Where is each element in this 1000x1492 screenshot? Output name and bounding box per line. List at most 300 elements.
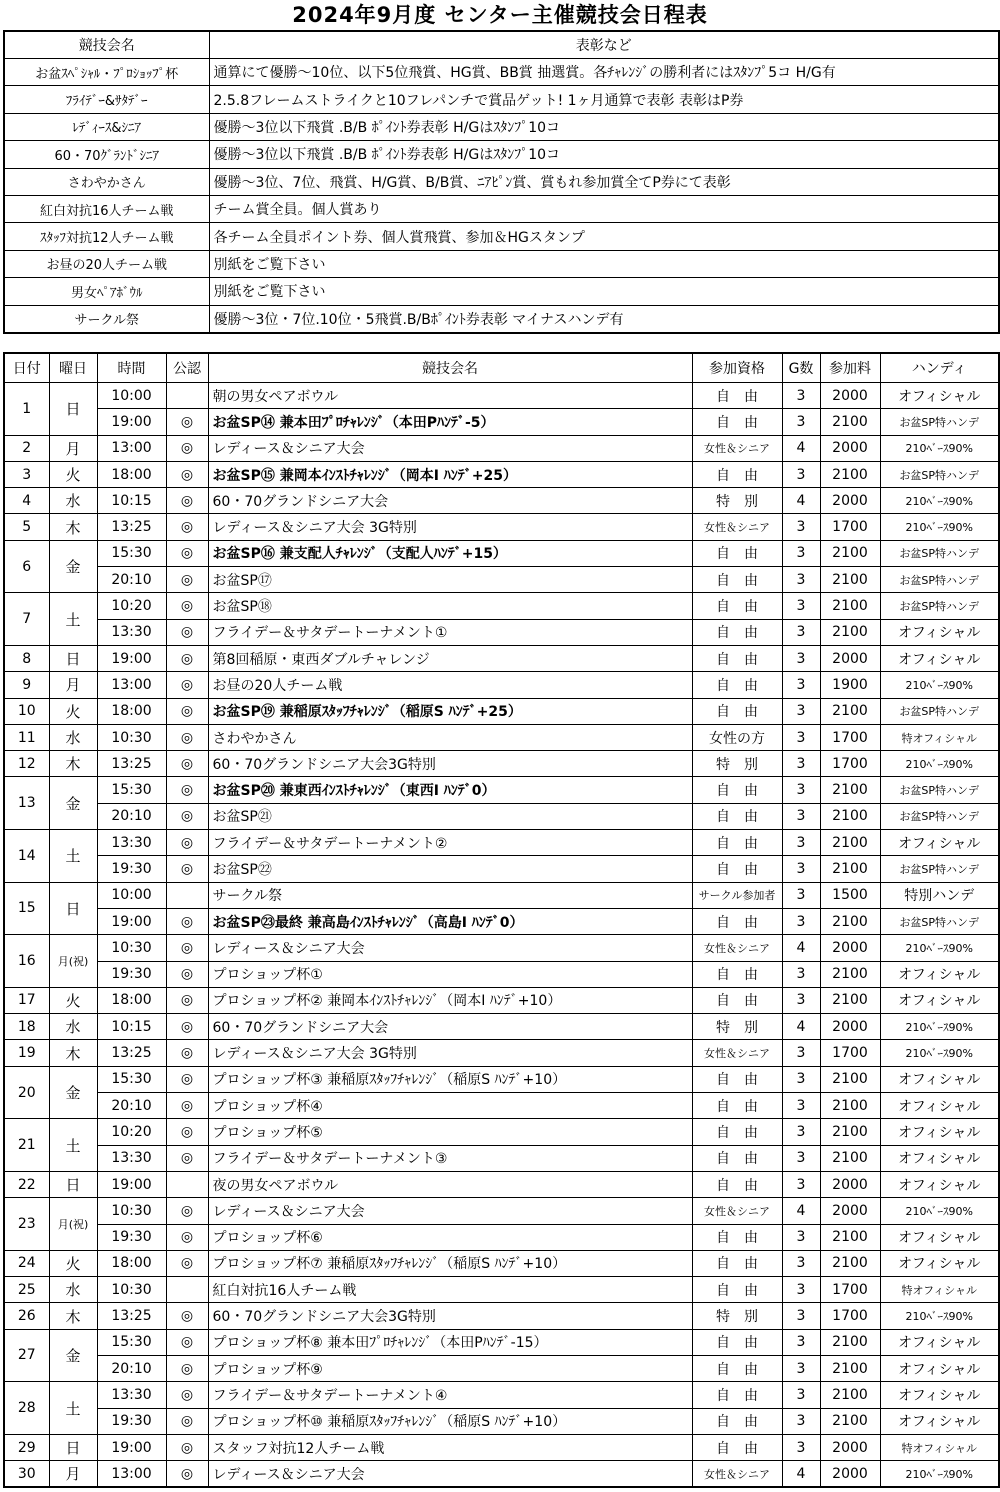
entry-fee: 2100 xyxy=(820,540,880,566)
official-mark: ◎ xyxy=(166,1355,208,1381)
entry-fee: 2100 xyxy=(820,1224,880,1250)
day-number: 22 xyxy=(4,1171,49,1197)
entry-fee: 2000 xyxy=(820,1434,880,1460)
qualification: 自 由 xyxy=(692,1408,782,1434)
official-mark: ◎ xyxy=(166,514,208,540)
day-number: 19 xyxy=(4,1040,49,1066)
day-number: 11 xyxy=(4,724,49,750)
handicap: オフィシャル xyxy=(880,830,999,856)
entry-fee: 2100 xyxy=(820,461,880,487)
qualification: 女性＆シニア xyxy=(692,435,782,461)
schedule-row xyxy=(4,645,999,671)
schedule-row xyxy=(4,1382,999,1408)
qualification: 自 由 xyxy=(692,672,782,698)
schedule-row xyxy=(4,672,999,698)
game-count: 3 xyxy=(782,1355,820,1381)
entry-fee: 2000 xyxy=(820,645,880,671)
schedule-row xyxy=(4,1461,999,1488)
qualification: 自 由 xyxy=(692,830,782,856)
schedule-row xyxy=(4,724,999,750)
schedule-row xyxy=(4,1408,999,1434)
schedule-row xyxy=(4,908,999,934)
event-name: お盆SP㉑ xyxy=(208,803,692,829)
award-description: 優勝～3位以下飛賞 .B/B ﾎﾟｲﾝﾄ券表彰 H/Gはｽﾀﾝﾌﾟ10コ xyxy=(209,113,999,140)
game-count: 4 xyxy=(782,935,820,961)
event-time: 10:00 xyxy=(97,383,166,409)
event-name: お盆SP㉒ xyxy=(208,856,692,882)
handicap: 特オフィシャル xyxy=(880,1277,999,1303)
official-mark: ◎ xyxy=(166,488,208,514)
official-mark: ◎ xyxy=(166,1198,208,1224)
award-description: 優勝～3位・7位.10位・5飛賞.B/Bﾎﾟｲﾝﾄ券表彰 マイナスハンデ有 xyxy=(209,305,999,333)
day-of-week: 木 xyxy=(49,751,97,777)
qualification: 自 由 xyxy=(692,698,782,724)
qualification: 自 由 xyxy=(692,1355,782,1381)
official-mark: ◎ xyxy=(166,1250,208,1276)
game-count: 3 xyxy=(782,1145,820,1171)
day-of-week: 月 xyxy=(49,1461,97,1488)
schedule-row xyxy=(4,1040,999,1066)
qualification: 自 由 xyxy=(692,777,782,803)
award-event-name: 男女ﾍﾟｱﾎﾞｳﾙ xyxy=(4,278,209,305)
handicap: お盆SP特ハンデ xyxy=(880,803,999,829)
official-mark: ◎ xyxy=(166,409,208,435)
game-count: 4 xyxy=(782,1014,820,1040)
qualification: 自 由 xyxy=(692,1145,782,1171)
day-number: 5 xyxy=(4,514,49,540)
official-mark: ◎ xyxy=(166,645,208,671)
day-number: 14 xyxy=(4,830,49,883)
official-mark: ◎ xyxy=(166,619,208,645)
event-name: お盆SP⑮ 兼岡本ｲﾝｽﾄﾁｬﾚﾝｼﾞ（岡本I ﾊﾝﾃﾞ+25） xyxy=(208,461,692,487)
official-mark xyxy=(166,1277,208,1303)
entry-fee: 2100 xyxy=(820,619,880,645)
handicap: オフィシャル xyxy=(880,383,999,409)
game-count: 3 xyxy=(782,1250,820,1276)
page-title: 2024年9月度 センター主催競技会日程表 xyxy=(292,3,708,27)
handicap: 210ﾍﾞｰｽ90% xyxy=(880,672,999,698)
game-count: 4 xyxy=(782,488,820,514)
game-count: 4 xyxy=(782,1461,820,1488)
entry-fee: 1700 xyxy=(820,1040,880,1066)
day-number: 29 xyxy=(4,1434,49,1460)
award-event-name: ﾚﾃﾞｨｰｽ&ｼﾆｱ xyxy=(4,113,209,140)
official-mark: ◎ xyxy=(166,724,208,750)
entry-fee: 2100 xyxy=(820,1250,880,1276)
game-count: 3 xyxy=(782,882,820,908)
award-event-name: お昼の20人チーム戦 xyxy=(4,250,209,277)
event-name: プロショップ杯② 兼岡本ｲﾝｽﾄﾁｬﾚﾝｼﾞ（岡本I ﾊﾝﾃﾞ+10） xyxy=(208,987,692,1013)
handicap: お盆SP特ハンデ xyxy=(880,908,999,934)
schedule-row xyxy=(4,514,999,540)
event-time: 13:25 xyxy=(97,1303,166,1329)
day-of-week: 水 xyxy=(49,488,97,514)
event-time: 18:00 xyxy=(97,461,166,487)
event-time: 10:30 xyxy=(97,1277,166,1303)
event-time: 18:00 xyxy=(97,698,166,724)
entry-fee: 2000 xyxy=(820,1198,880,1224)
header-event: 競技会名 xyxy=(208,353,692,383)
awards-row xyxy=(4,250,999,277)
official-mark: ◎ xyxy=(166,567,208,593)
event-name: お盆SP⑳ 兼東西ｲﾝｽﾄﾁｬﾚﾝｼﾞ（東西I ﾊﾝﾃﾞ0） xyxy=(208,777,692,803)
official-mark: ◎ xyxy=(166,1408,208,1434)
day-number: 3 xyxy=(4,461,49,487)
awards-row xyxy=(4,305,999,333)
event-time: 18:00 xyxy=(97,987,166,1013)
qualification: 自 由 xyxy=(692,1119,782,1145)
award-description: チーム賞全員。個人賞あり xyxy=(209,195,999,222)
schedule-row xyxy=(4,961,999,987)
day-number: 17 xyxy=(4,987,49,1013)
schedule-row xyxy=(4,593,999,619)
handicap: 210ﾍﾞｰｽ90% xyxy=(880,1198,999,1224)
entry-fee: 2100 xyxy=(820,987,880,1013)
schedule-row xyxy=(4,1355,999,1381)
game-count: 3 xyxy=(782,803,820,829)
day-of-week: 日 xyxy=(49,645,97,671)
event-name: プロショップ杯⑨ xyxy=(208,1355,692,1381)
game-count: 3 xyxy=(782,987,820,1013)
handicap: 210ﾍﾞｰｽ90% xyxy=(880,1014,999,1040)
qualification: 特 別 xyxy=(692,1014,782,1040)
entry-fee: 2100 xyxy=(820,1093,880,1119)
handicap: 210ﾍﾞｰｽ90% xyxy=(880,1040,999,1066)
awards-row xyxy=(4,168,999,195)
handicap: お盆SP特ハンデ xyxy=(880,856,999,882)
official-mark: ◎ xyxy=(166,672,208,698)
official-mark: ◎ xyxy=(166,830,208,856)
game-count: 3 xyxy=(782,1329,820,1355)
game-count: 3 xyxy=(782,1093,820,1119)
event-name: プロショップ杯⑤ xyxy=(208,1119,692,1145)
entry-fee: 2100 xyxy=(820,409,880,435)
event-time: 10:15 xyxy=(97,488,166,514)
event-name: プロショップ杯⑩ 兼稲原ｽﾀｯﾌﾁｬﾚﾝｼﾞ（稲原S ﾊﾝﾃﾞ+10） xyxy=(208,1408,692,1434)
award-description: 各チーム全員ポイント券、個人賞飛賞、参加＆HGスタンプ xyxy=(209,223,999,250)
day-number: 9 xyxy=(4,672,49,698)
event-time: 19:00 xyxy=(97,645,166,671)
event-time: 19:00 xyxy=(97,1434,166,1460)
day-of-week: 木 xyxy=(49,1040,97,1066)
official-mark: ◎ xyxy=(166,1093,208,1119)
award-description: 優勝～3位以下飛賞 .B/B ﾎﾟｲﾝﾄ券表彰 H/Gはｽﾀﾝﾌﾟ10コ xyxy=(209,141,999,168)
entry-fee: 2100 xyxy=(820,908,880,934)
qualification: 自 由 xyxy=(692,1066,782,1092)
day-of-week: 月(祝) xyxy=(49,1198,97,1251)
official-mark: ◎ xyxy=(166,777,208,803)
qualification: 自 由 xyxy=(692,1093,782,1119)
award-description: 優勝～3位、7位、飛賞、H/G賞、B/B賞、ﾆｱﾋﾟﾝ賞、賞もれ参加賞全てP券にて表彰 xyxy=(209,168,999,195)
entry-fee: 1900 xyxy=(820,672,880,698)
entry-fee: 1700 xyxy=(820,1277,880,1303)
event-name: フライデー＆サタデートーナメント③ xyxy=(208,1145,692,1171)
handicap: 210ﾍﾞｰｽ90% xyxy=(880,751,999,777)
event-time: 13:25 xyxy=(97,1040,166,1066)
header-games: G数 xyxy=(782,353,820,383)
event-time: 13:00 xyxy=(97,435,166,461)
qualification: 女性＆シニア xyxy=(692,1040,782,1066)
event-name: レディース＆シニア大会 xyxy=(208,435,692,461)
official-mark: ◎ xyxy=(166,540,208,566)
official-mark: ◎ xyxy=(166,1119,208,1145)
award-description: 別紙をご覧下さい xyxy=(209,278,999,305)
day-number: 28 xyxy=(4,1382,49,1435)
handicap: オフィシャル xyxy=(880,961,999,987)
event-time: 13:25 xyxy=(97,751,166,777)
day-of-week: 水 xyxy=(49,724,97,750)
event-time: 10:00 xyxy=(97,882,166,908)
schedule-row xyxy=(4,383,999,409)
award-event-name: ﾌﾗｲﾃﾞｰ&ｻﾀﾃﾞｰ xyxy=(4,86,209,113)
event-name: お盆SP㉓最終 兼高島ｲﾝｽﾄﾁｬﾚﾝｼﾞ（高島I ﾊﾝﾃﾞ0） xyxy=(208,908,692,934)
schedule-row xyxy=(4,619,999,645)
event-name: 60・70グランドシニア大会3G特別 xyxy=(208,751,692,777)
game-count: 3 xyxy=(782,409,820,435)
schedule-row xyxy=(4,488,999,514)
event-time: 13:30 xyxy=(97,1382,166,1408)
event-name: フライデー＆サタデートーナメント① xyxy=(208,619,692,645)
day-of-week: 火 xyxy=(49,698,97,724)
event-name: お盆SP⑲ 兼稲原ｽﾀｯﾌﾁｬﾚﾝｼﾞ（稲原S ﾊﾝﾃﾞ+25） xyxy=(208,698,692,724)
award-description: 2.5.8フレームストライクと10フレパンチで賞品ゲット! 1ヶ月通算で表彰 表彰はP券 xyxy=(209,86,999,113)
game-count: 3 xyxy=(782,1066,820,1092)
handicap: 210ﾍﾞｰｽ90% xyxy=(880,935,999,961)
day-number: 30 xyxy=(4,1461,49,1488)
entry-fee: 2000 xyxy=(820,935,880,961)
schedule-row xyxy=(4,1224,999,1250)
entry-fee: 2100 xyxy=(820,1355,880,1381)
game-count: 3 xyxy=(782,1277,820,1303)
handicap: お盆SP特ハンデ xyxy=(880,593,999,619)
awards-row xyxy=(4,113,999,140)
day-number: 16 xyxy=(4,935,49,988)
event-time: 10:20 xyxy=(97,593,166,619)
schedule-row xyxy=(4,882,999,908)
event-name: 60・70グランドシニア大会3G特別 xyxy=(208,1303,692,1329)
event-name: スタッフ対抗12人チーム戦 xyxy=(208,1434,692,1460)
schedule-row xyxy=(4,540,999,566)
official-mark: ◎ xyxy=(166,1066,208,1092)
awards-row xyxy=(4,223,999,250)
day-of-week: 木 xyxy=(49,1303,97,1329)
event-name: レディース＆シニア大会 xyxy=(208,1198,692,1224)
header-handicap: ハンディ xyxy=(880,353,999,383)
game-count: 4 xyxy=(782,435,820,461)
day-number: 25 xyxy=(4,1277,49,1303)
entry-fee: 2100 xyxy=(820,1382,880,1408)
handicap: オフィシャル xyxy=(880,1119,999,1145)
game-count: 3 xyxy=(782,567,820,593)
day-number: 27 xyxy=(4,1329,49,1382)
event-time: 20:10 xyxy=(97,1355,166,1381)
game-count: 3 xyxy=(782,777,820,803)
day-of-week: 水 xyxy=(49,1277,97,1303)
entry-fee: 2000 xyxy=(820,488,880,514)
day-of-week: 月 xyxy=(49,672,97,698)
qualification: 自 由 xyxy=(692,1382,782,1408)
qualification: 自 由 xyxy=(692,409,782,435)
awards-header-desc: 表彰など xyxy=(209,31,999,59)
handicap: お盆SP特ハンデ xyxy=(880,540,999,566)
header-qualification: 参加資格 xyxy=(692,353,782,383)
day-number: 12 xyxy=(4,751,49,777)
entry-fee: 2100 xyxy=(820,777,880,803)
entry-fee: 2100 xyxy=(820,1408,880,1434)
handicap: オフィシャル xyxy=(880,1093,999,1119)
event-time: 13:30 xyxy=(97,619,166,645)
game-count: 3 xyxy=(782,540,820,566)
qualification: 自 由 xyxy=(692,567,782,593)
day-of-week: 火 xyxy=(49,1250,97,1276)
day-of-week: 月(祝) xyxy=(49,935,97,988)
schedule-row xyxy=(4,751,999,777)
official-mark: ◎ xyxy=(166,935,208,961)
schedule-row xyxy=(4,1119,999,1145)
day-number: 20 xyxy=(4,1066,49,1119)
schedule-table xyxy=(3,352,1000,1488)
day-of-week: 金 xyxy=(49,1066,97,1119)
schedule-row xyxy=(4,1329,999,1355)
day-number: 26 xyxy=(4,1303,49,1329)
handicap: お盆SP特ハンデ xyxy=(880,777,999,803)
day-number: 2 xyxy=(4,435,49,461)
game-count: 3 xyxy=(782,1382,820,1408)
qualification: 自 由 xyxy=(692,619,782,645)
game-count: 3 xyxy=(782,672,820,698)
day-of-week: 火 xyxy=(49,461,97,487)
event-name: レディース＆シニア大会 xyxy=(208,935,692,961)
handicap: オフィシャル xyxy=(880,1408,999,1434)
entry-fee: 1700 xyxy=(820,514,880,540)
game-count: 3 xyxy=(782,830,820,856)
handicap: オフィシャル xyxy=(880,1066,999,1092)
entry-fee: 2100 xyxy=(820,698,880,724)
event-time: 19:00 xyxy=(97,908,166,934)
game-count: 3 xyxy=(782,961,820,987)
qualification: 女性＆シニア xyxy=(692,1461,782,1488)
official-mark: ◎ xyxy=(166,908,208,934)
day-number: 23 xyxy=(4,1198,49,1251)
qualification: 自 由 xyxy=(692,1250,782,1276)
day-of-week: 日 xyxy=(49,383,97,436)
schedule-body xyxy=(4,383,999,1488)
qualification: 女性＆シニア xyxy=(692,1198,782,1224)
official-mark: ◎ xyxy=(166,698,208,724)
handicap: 特オフィシャル xyxy=(880,724,999,750)
qualification: 自 由 xyxy=(692,645,782,671)
game-count: 3 xyxy=(782,619,820,645)
schedule-row xyxy=(4,1198,999,1224)
qualification: 自 由 xyxy=(692,461,782,487)
header-date: 日付 xyxy=(4,353,49,383)
day-of-week: 火 xyxy=(49,987,97,1013)
day-number: 4 xyxy=(4,488,49,514)
awards-row xyxy=(4,59,999,86)
schedule-row xyxy=(4,803,999,829)
qualification: 自 由 xyxy=(692,1277,782,1303)
event-time: 15:30 xyxy=(97,777,166,803)
schedule-row xyxy=(4,1277,999,1303)
official-mark xyxy=(166,383,208,409)
event-time: 19:30 xyxy=(97,856,166,882)
game-count: 3 xyxy=(782,593,820,619)
awards-header-name: 競技会名 xyxy=(4,31,209,59)
event-name: フライデー＆サタデートーナメント② xyxy=(208,830,692,856)
award-event-name: 60・70ｸﾞﾗﾝﾄﾞｼﾆｱ xyxy=(4,141,209,168)
entry-fee: 2100 xyxy=(820,1119,880,1145)
awards-row xyxy=(4,141,999,168)
handicap: 210ﾍﾞｰｽ90% xyxy=(880,435,999,461)
entry-fee: 2100 xyxy=(820,1329,880,1355)
day-of-week: 金 xyxy=(49,540,97,593)
event-name: プロショップ杯⑦ 兼稲原ｽﾀｯﾌﾁｬﾚﾝｼﾞ（稲原S ﾊﾝﾃﾞ+10） xyxy=(208,1250,692,1276)
event-time: 10:30 xyxy=(97,1198,166,1224)
event-time: 20:10 xyxy=(97,803,166,829)
event-name: フライデー＆サタデートーナメント④ xyxy=(208,1382,692,1408)
entry-fee: 1700 xyxy=(820,751,880,777)
day-of-week: 土 xyxy=(49,830,97,883)
day-number: 18 xyxy=(4,1014,49,1040)
schedule-row xyxy=(4,1434,999,1460)
day-number: 13 xyxy=(4,777,49,830)
schedule-row xyxy=(4,987,999,1013)
schedule-row xyxy=(4,698,999,724)
handicap: 210ﾍﾞｰｽ90% xyxy=(880,488,999,514)
event-time: 10:30 xyxy=(97,724,166,750)
qualification: 自 由 xyxy=(692,540,782,566)
day-of-week: 金 xyxy=(49,1329,97,1382)
qualification: 自 由 xyxy=(692,961,782,987)
event-time: 15:30 xyxy=(97,540,166,566)
official-mark: ◎ xyxy=(166,435,208,461)
official-mark: ◎ xyxy=(166,751,208,777)
game-count: 3 xyxy=(782,645,820,671)
game-count: 3 xyxy=(782,1303,820,1329)
official-mark: ◎ xyxy=(166,856,208,882)
qualification: 女性＆シニア xyxy=(692,514,782,540)
event-name: プロショップ杯⑥ xyxy=(208,1224,692,1250)
game-count: 3 xyxy=(782,1434,820,1460)
event-name: プロショップ杯⑧ 兼本田ﾌﾟﾛﾁｬﾚﾝｼﾞ（本田Pﾊﾝﾃﾞ-15） xyxy=(208,1329,692,1355)
official-mark: ◎ xyxy=(166,1382,208,1408)
qualification: 特 別 xyxy=(692,751,782,777)
qualification: 自 由 xyxy=(692,383,782,409)
event-name: プロショップ杯③ 兼稲原ｽﾀｯﾌﾁｬﾚﾝｼﾞ（稲原S ﾊﾝﾃﾞ+10） xyxy=(208,1066,692,1092)
handicap: オフィシャル xyxy=(880,1329,999,1355)
award-event-name: さわやかさん xyxy=(4,168,209,195)
official-mark: ◎ xyxy=(166,1224,208,1250)
event-name: 紅白対抗16人チーム戦 xyxy=(208,1277,692,1303)
event-name: プロショップ杯④ xyxy=(208,1093,692,1119)
official-mark: ◎ xyxy=(166,1434,208,1460)
game-count: 3 xyxy=(782,751,820,777)
handicap: オフィシャル xyxy=(880,1382,999,1408)
schedule-row xyxy=(4,830,999,856)
schedule-row xyxy=(4,1303,999,1329)
awards-table xyxy=(3,30,1000,334)
header-dow: 曜日 xyxy=(49,353,97,383)
event-name: お昼の20人チーム戦 xyxy=(208,672,692,698)
award-event-name: 紅白対抗16人チーム戦 xyxy=(4,195,209,222)
awards-row xyxy=(4,195,999,222)
handicap: 特オフィシャル xyxy=(880,1434,999,1460)
official-mark: ◎ xyxy=(166,1303,208,1329)
entry-fee: 2100 xyxy=(820,803,880,829)
entry-fee: 1700 xyxy=(820,1303,880,1329)
event-name: 60・70グランドシニア大会 xyxy=(208,488,692,514)
header-fee: 参加料 xyxy=(820,353,880,383)
